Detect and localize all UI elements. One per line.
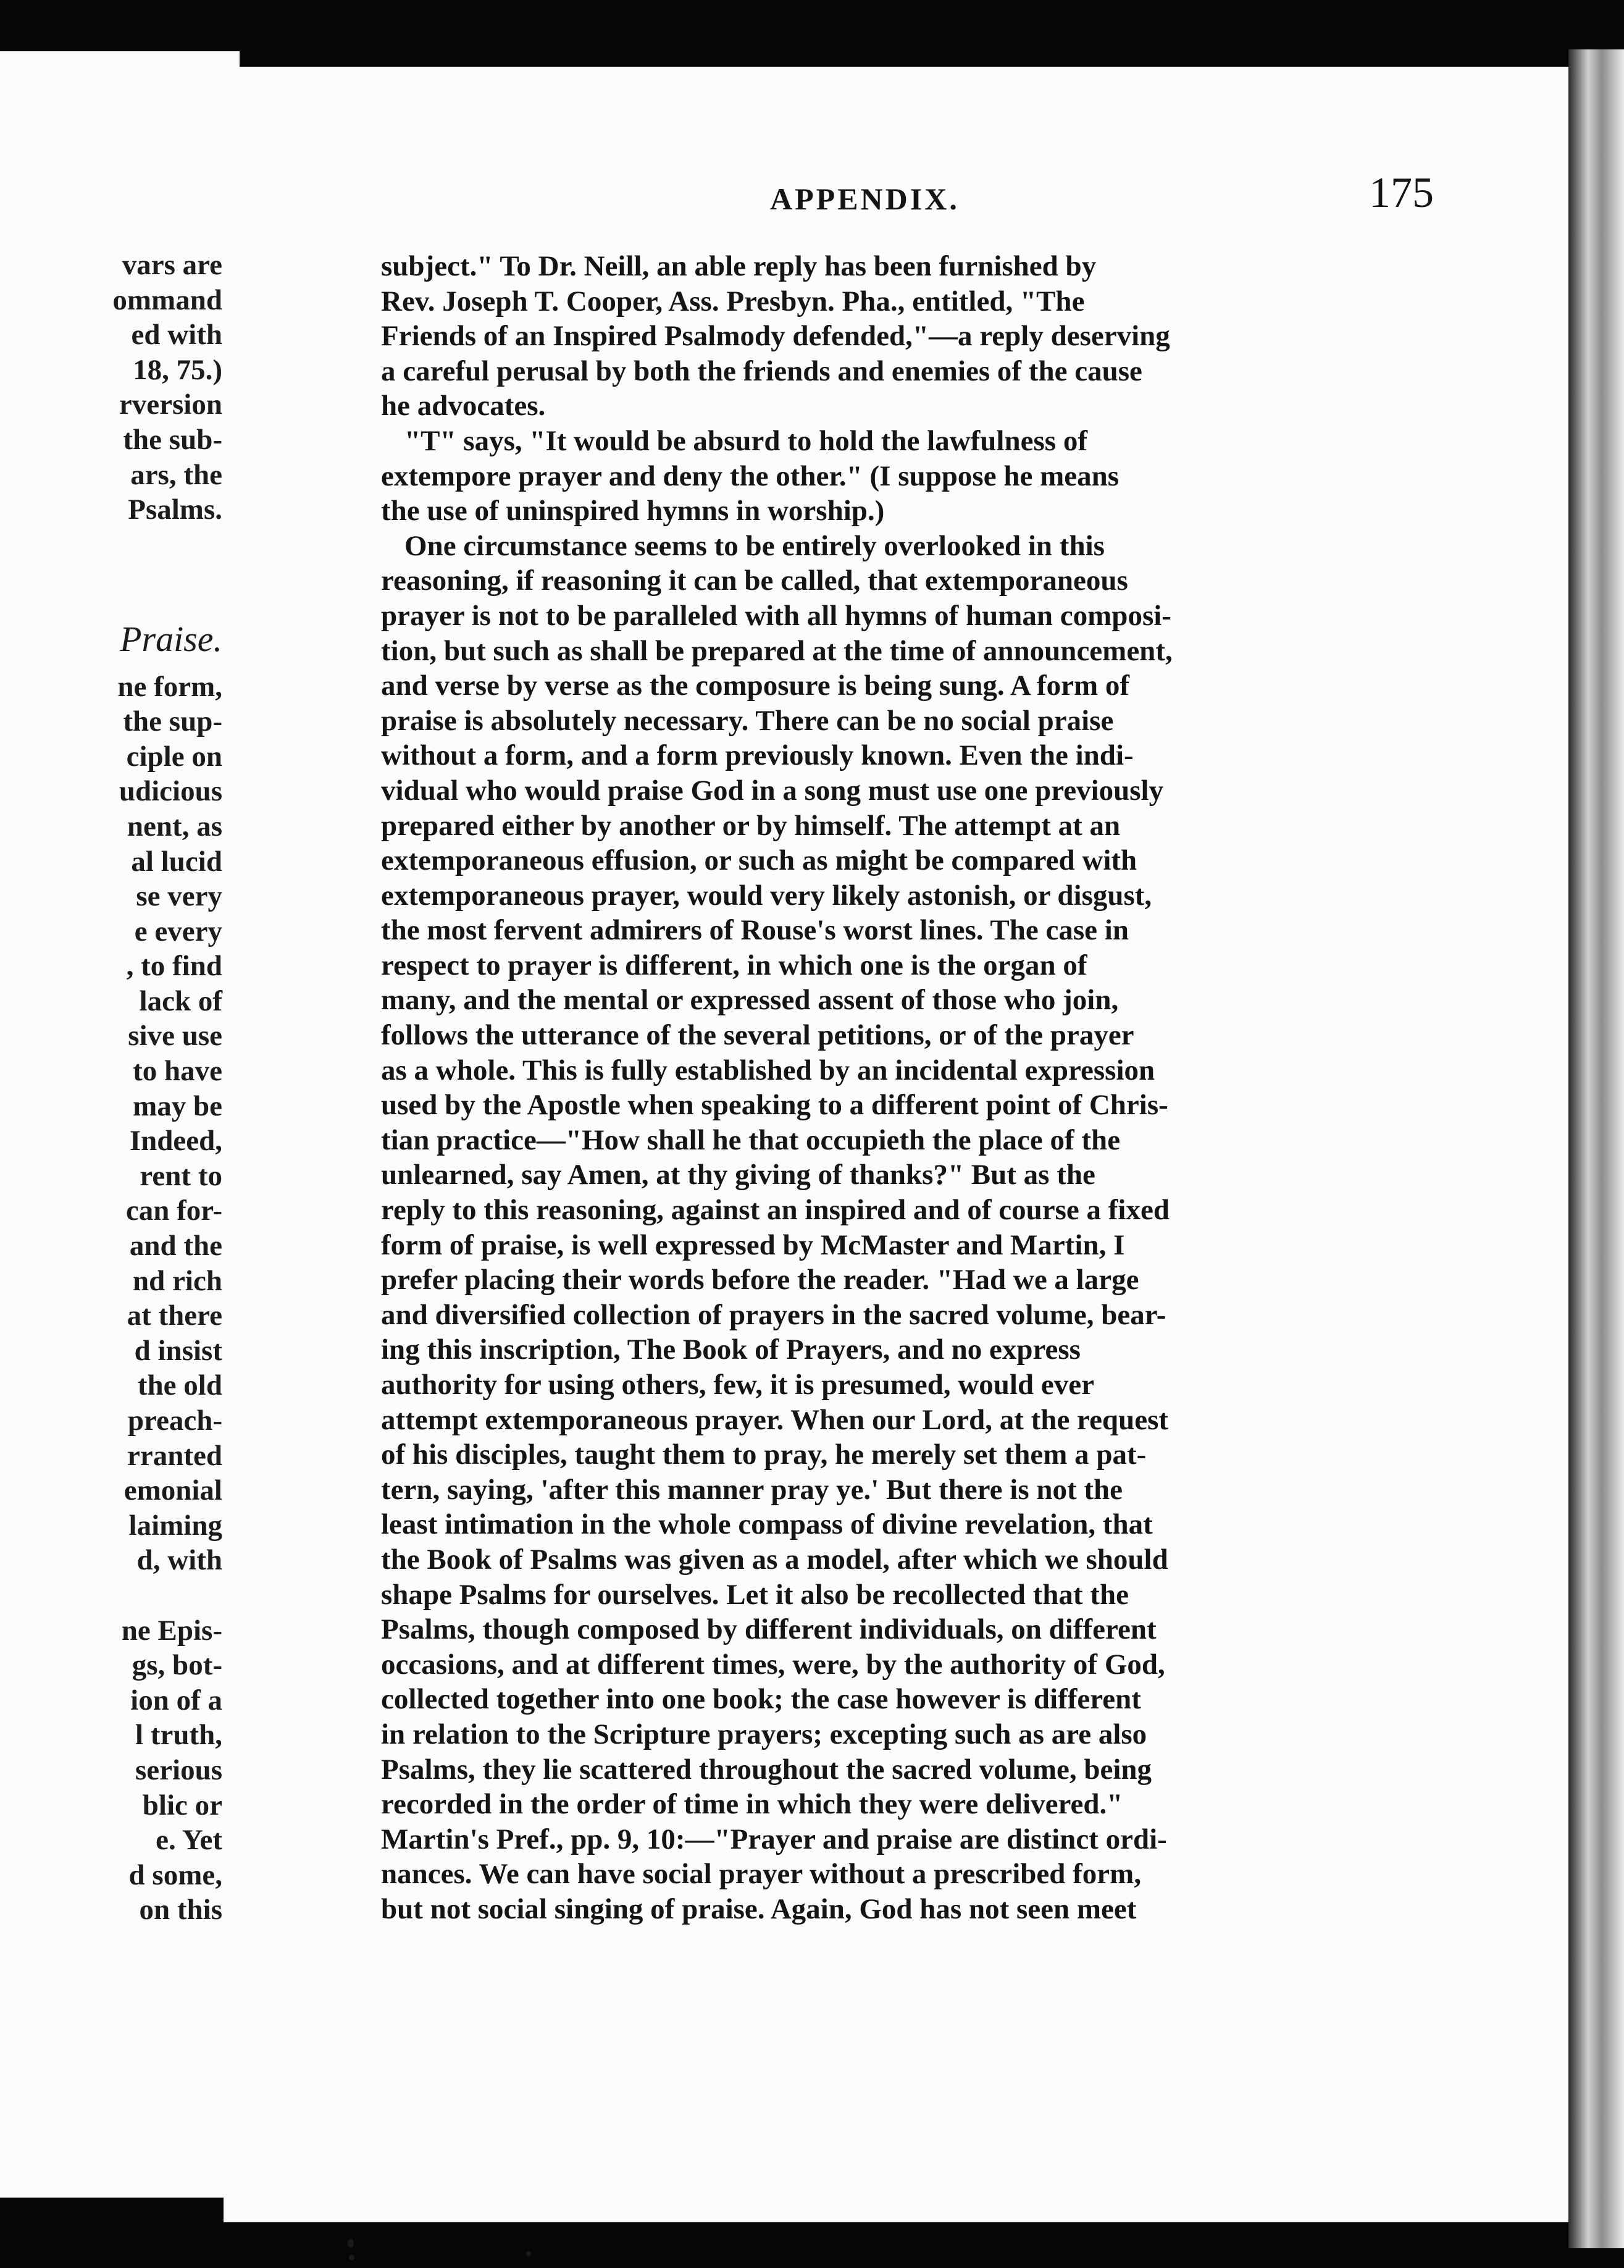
body-line: prayer is not to be paralleled with all hymns of human composi-	[381, 599, 1171, 632]
scan-speck	[526, 2251, 531, 2256]
scan-speck	[348, 2239, 354, 2248]
left-page-line: gs, bot-	[132, 1649, 222, 1682]
body-line: extemporaneous effusion, or such as might be compared with	[381, 844, 1137, 877]
left-page-line: the sup-	[123, 705, 222, 738]
left-page-line: Psalms.	[128, 494, 222, 526]
left-page-line: may be	[133, 1090, 222, 1122]
left-page-line: nent, as	[127, 810, 222, 842]
left-page-line: the sub-	[123, 423, 222, 456]
left-page-line: can for-	[125, 1195, 222, 1227]
body-line: respect to prayer is different, in which one is the organ of	[381, 949, 1087, 981]
body-line: vidual who would praise God in a song must use one previously	[381, 774, 1164, 807]
body-line: shape Psalms for ourselves. Let it also be recollected that the	[381, 1578, 1129, 1611]
left-page-text-fragments	[0, 248, 222, 1928]
left-page-line: and the	[129, 1230, 222, 1262]
left-page-line: on this	[139, 1894, 222, 1926]
left-page-line: se very	[136, 880, 222, 913]
left-page-line: al lucid	[131, 845, 222, 878]
body-line: of his disciples, taught them to pray, he merely set them a pat-	[381, 1438, 1147, 1471]
left-page-line: Praise.	[120, 618, 222, 659]
body-line: prefer placing their words before the reader. "Had we a large	[381, 1264, 1139, 1296]
left-page-line: l truth,	[135, 1719, 222, 1752]
left-page-line: 18, 75.)	[133, 353, 222, 386]
left-page-line: rent to	[140, 1159, 222, 1192]
left-page-line: sive use	[128, 1020, 222, 1052]
body-line: but not social singing of praise. Again, God has not seen meet	[381, 1892, 1137, 1925]
left-page-line	[0, 562, 222, 597]
body-line: he advocates.	[381, 390, 546, 422]
body-line: prepared either by another or by himself. The attempt at an	[381, 809, 1121, 842]
left-page-line: vars are	[122, 249, 222, 281]
body-line: Martin's Pref., pp. 9, 10:—"Prayer and praise are distinct ordi-	[381, 1823, 1167, 1855]
body-line: ing this inscription, The Book of Prayers, and no express	[381, 1334, 1081, 1366]
body-text	[381, 249, 1542, 1927]
left-page-line: blic or	[142, 1789, 222, 1821]
left-page-line: Indeed,	[129, 1125, 222, 1157]
body-line: a careful perusal by both the friends and enemies of the cause	[381, 355, 1142, 387]
left-page-line: , to find	[126, 950, 222, 983]
body-line: reply to this reasoning, against an inspired and of course a fixed	[381, 1194, 1170, 1227]
body-line: attempt extemporaneous prayer. When our Lord, at the request	[381, 1403, 1169, 1436]
left-page-line: e. Yet	[156, 1824, 222, 1857]
body-line: the most fervent admirers of Rouse's worst lines. The case in	[381, 914, 1129, 947]
body-line: in relation to the Scripture prayers; excepting such as are also	[381, 1718, 1147, 1750]
body-line: praise is absolutely necessary. There can be no social praise	[381, 704, 1114, 737]
left-page-line: preach-	[127, 1405, 222, 1437]
body-line: used by the Apostle when speaking to a different point of Chris-	[381, 1089, 1168, 1122]
left-page-line: ommand	[112, 284, 222, 316]
running-title: APPENDIX.	[770, 182, 960, 216]
scan-speck	[349, 2254, 354, 2261]
body-line: "T" says, "It would be absurd to hold the lawfulness of	[404, 424, 1087, 457]
left-page-line: to have	[133, 1055, 222, 1088]
left-page	[0, 51, 240, 2198]
body-line: Psalms, though composed by different individuals, on different	[381, 1613, 1157, 1646]
book-edge	[1568, 49, 1624, 2248]
body-line: least intimation in the whole compass of divine revelation, that	[381, 1508, 1153, 1541]
left-page-line: the old	[137, 1369, 222, 1402]
left-page-line: emonial	[123, 1474, 222, 1507]
left-page-line	[0, 527, 222, 563]
left-page-line: nd rich	[133, 1264, 222, 1297]
left-page-line: lack of	[139, 985, 222, 1017]
left-page-line: at there	[127, 1300, 222, 1332]
body-line: tian practice—"How shall he that occupieth the place of the	[381, 1124, 1121, 1156]
left-page-line: ars, the	[130, 458, 222, 491]
body-line: unlearned, say Amen, at thy giving of thanks?" But as the	[381, 1159, 1095, 1191]
body-line: authority for using others, few, it is presumed, would ever	[381, 1369, 1094, 1401]
body-line: as a whole. This is fully established by an incidental expression	[381, 1054, 1155, 1086]
body-line: occasions, and at different times, were, by the authority of God,	[381, 1648, 1165, 1681]
left-page-line: rversion	[119, 388, 222, 421]
body-line: Friends of an Inspired Psalmody defended,"—a reply deserving	[381, 320, 1170, 353]
left-page-line: d, with	[136, 1544, 222, 1577]
body-line: collected together into one book; the case however is different	[381, 1683, 1141, 1716]
body-line: without a form, and a form previously known. Even the indi-	[381, 739, 1134, 772]
left-page-line: laiming	[128, 1509, 222, 1542]
body-line: form of praise, is well expressed by McMaster and Martin, I	[381, 1228, 1125, 1261]
body-line: nances. We can have social prayer without a prescribed form,	[381, 1858, 1142, 1891]
body-line: Psalms, they lie scattered throughout the sacred volume, being	[381, 1753, 1152, 1786]
body-line: recorded in the order of time in which they were delivered."	[381, 1788, 1123, 1821]
body-line: tern, saying, 'after this manner pray ye.' But there is not the	[381, 1473, 1123, 1506]
left-page-line: ciple on	[126, 740, 222, 773]
body-line: tion, but such as shall be prepared at the time of announcement,	[381, 634, 1173, 667]
left-page-line: d some,	[128, 1858, 222, 1891]
left-page-line	[0, 1578, 222, 1613]
body-line: and diversified collection of prayers in the sacred volume, bear-	[381, 1298, 1166, 1331]
left-page-line: rranted	[127, 1439, 222, 1472]
running-head	[770, 169, 1434, 230]
right-page	[224, 67, 1571, 2222]
body-line: follows the utterance of the several petitions, or of the prayer	[381, 1019, 1134, 1052]
left-page-line: ed with	[131, 319, 222, 351]
body-line: the Book of Psalms was given as a model, after which we should	[381, 1543, 1168, 1576]
left-page-line: ne form,	[117, 670, 222, 703]
left-page-line: e every	[134, 915, 222, 947]
body-line: One circumstance seems to be entirely overlooked in this	[404, 529, 1105, 562]
body-line: Rev. Joseph T. Cooper, Ass. Presbyn. Pha., entitled, "The	[381, 285, 1085, 317]
left-page-line: ne Epis-	[121, 1614, 222, 1647]
left-page-line: udicious	[119, 775, 222, 808]
body-line: and verse by verse as the composure is being sung. A form of	[381, 670, 1129, 702]
body-line: extempore prayer and deny the other." (I suppose he means	[381, 460, 1120, 492]
left-page-line: serious	[135, 1754, 222, 1786]
page-number: 175	[1369, 169, 1434, 217]
body-line: subject." To Dr. Neill, an able reply has been furnished by	[381, 250, 1097, 282]
body-line: many, and the mental or expressed assent of those who join,	[381, 984, 1119, 1017]
body-line: reasoning, if reasoning it can be called, that extemporaneous	[381, 565, 1128, 597]
body-line: the use of uninspired hymns in worship.)	[381, 495, 885, 527]
left-page-line: ion of a	[130, 1684, 222, 1716]
body-line: extemporaneous prayer, would very likely astonish, or disgust,	[381, 879, 1152, 912]
left-page-line: d insist	[134, 1334, 222, 1367]
